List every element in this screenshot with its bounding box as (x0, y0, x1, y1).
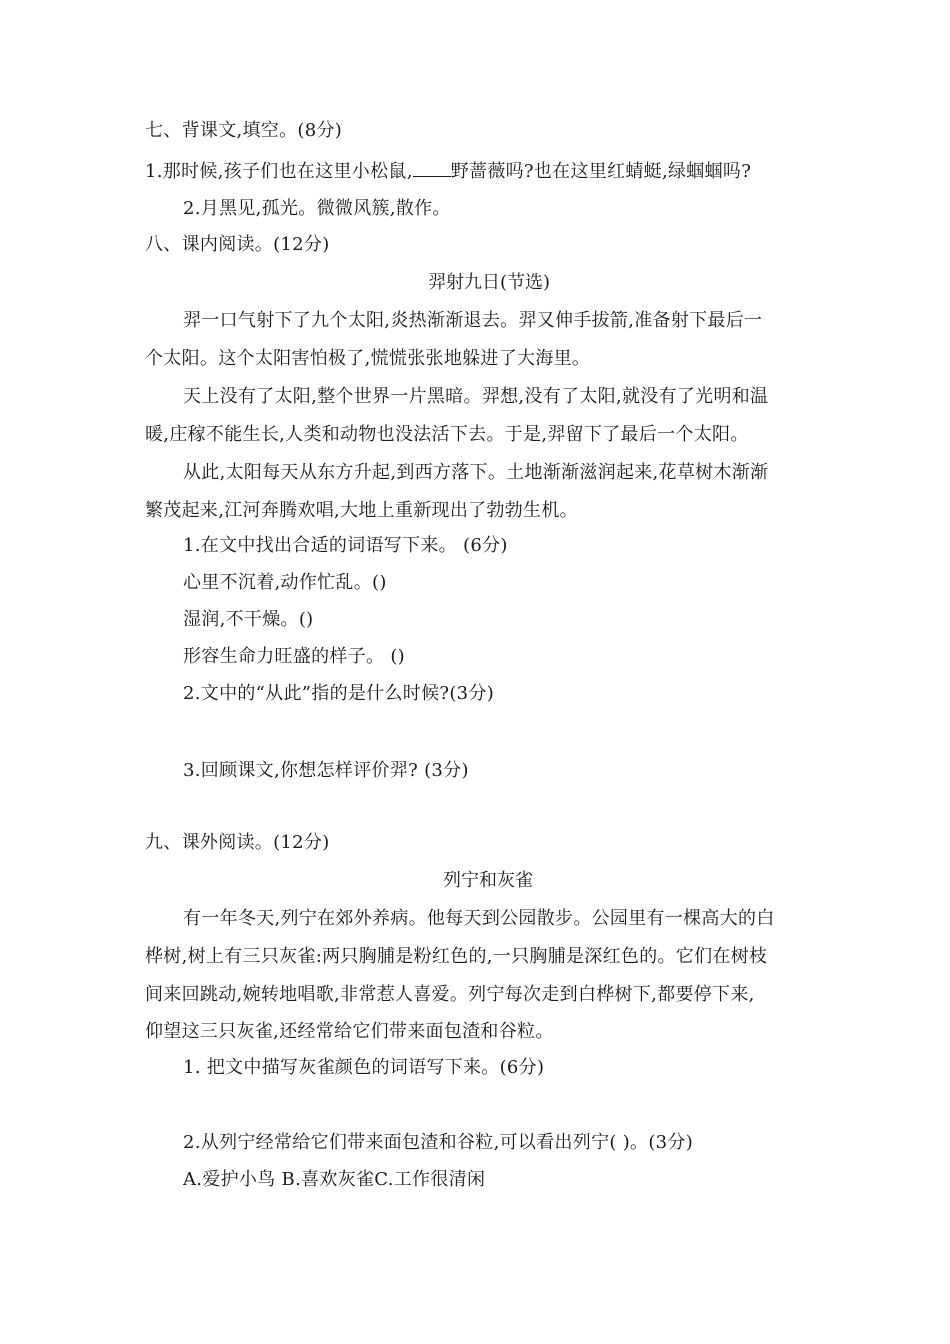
passage-line: 桦树,树上有三只灰雀:两只胸脯是粉红色的,一只胸脯是深红色的。它们在树枝 (145, 946, 768, 967)
question-7-1-before-blank: 1.那时候,孩子们也在这里小松鼠, (145, 161, 413, 182)
question-8-1c: 形容生命力旺盛的样子。 () (183, 646, 405, 667)
passage-line: 有一年冬天,列宁在郊外养病。他每天到公园散步。公园里有一棵高大的白 (183, 908, 775, 929)
passage-line: 仰望这三只灰雀,还经常给它们带来面包渣和谷粒。 (145, 1021, 554, 1042)
question-8-1b: 湿润,不干燥。() (183, 609, 314, 630)
section-9-heading: 九、课外阅读。(12分) (145, 832, 330, 853)
passage-line: 羿一口气射下了九个太阳,炎热渐渐退去。羿又伸手拔箭,准备射下最后一 (183, 310, 763, 331)
question-8-3: 3.回顾课文,你想怎样评价羿? (3分) (183, 760, 469, 781)
question-8-2: 2.文中的“从此”指的是什么时候?(3分) (183, 683, 495, 704)
passage-line: 个太阳。这个太阳害怕极了,慌慌张张地躲进了大海里。 (145, 348, 591, 369)
question-8-1a: 心里不沉着,动作忙乱。() (183, 572, 387, 593)
section-8-heading: 八、课内阅读。(12分) (145, 234, 330, 255)
question-9-2: 2.从列宁经常给它们带来面包渣和谷粒,可以看出列宁( )。(3分) (183, 1132, 694, 1153)
passage-line: 从此,太阳每天从东方升起,到西方落下。土地渐渐滋润起来,花草树木渐渐 (183, 462, 769, 483)
question-8-1: 1.在文中找出合适的词语写下来。 (6分) (183, 535, 508, 556)
section-7-heading: 七、背课文,填空。(8分) (145, 120, 343, 141)
passage-line: 繁茂起来,江河奔腾欢唱,大地上重新现出了勃勃生机。 (145, 500, 578, 521)
question-9-2-options: A.爱护小鸟 B.喜欢灰雀C.工作很清闲 (183, 1169, 486, 1190)
question-7-1 (145, 158, 751, 185)
fill-blank (413, 158, 451, 177)
passage-title: 列宁和灰雀 (443, 870, 533, 891)
passage-title: 羿射九日(节选) (428, 272, 551, 293)
passage-line: 暖,庄稼不能生长,人类和动物也没法活下去。于是,羿留下了最后一个太阳。 (145, 424, 749, 445)
passage-line: 间来回跳动,婉转地唱歌,非常惹人喜爱。列宁每次走到白桦树下,都要停下来, (145, 984, 755, 1005)
question-7-2: 2.月黑见,孤光。微微风簇,散作。 (183, 198, 451, 219)
question-9-1: 1. 把文中描写灰雀颜色的词语写下来。(6分) (183, 1057, 545, 1078)
question-7-1-after-blank: 野蔷薇吗?也在这里红蜻蜓,绿蝈蝈吗? (450, 161, 752, 182)
passage-line: 天上没有了太阳,整个世界一片黑暗。羿想,没有了太阳,就没有了光明和温 (183, 386, 769, 407)
